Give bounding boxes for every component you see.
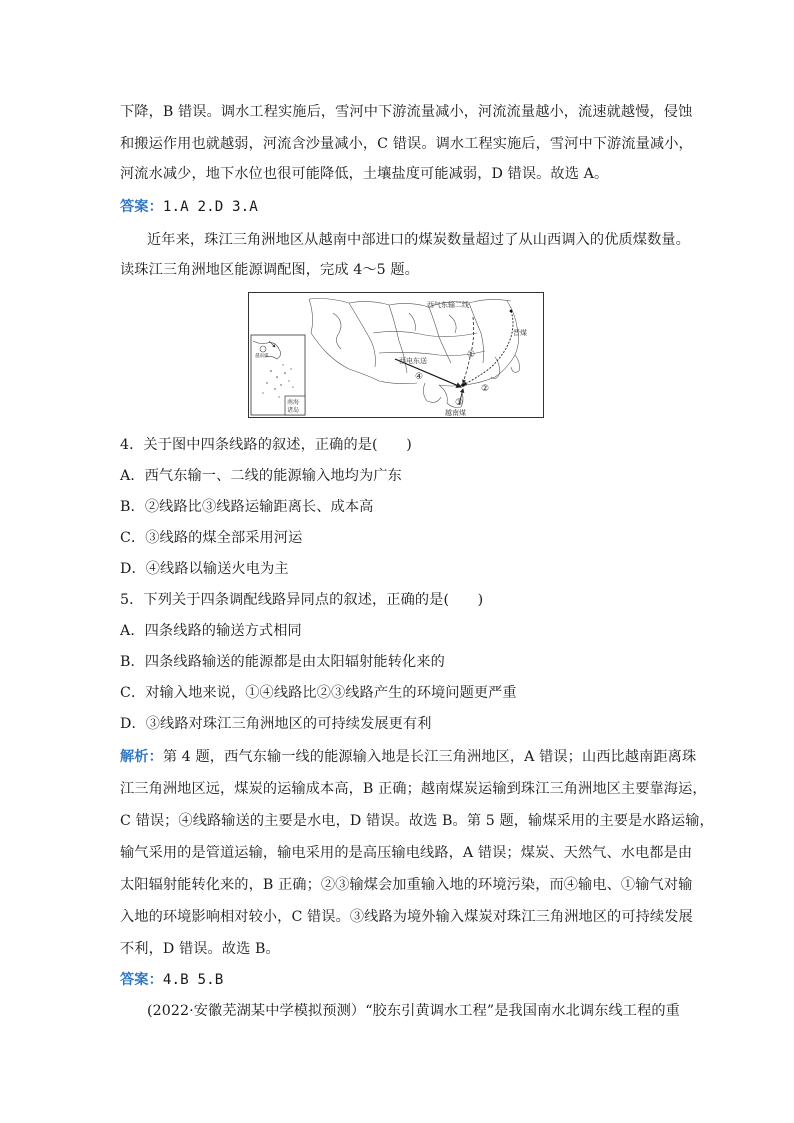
route-number-2: ② [481,384,490,394]
route-number-3: ③ [455,398,464,408]
text-line: 下降，B 错误。调水工程实施后，雪河中下游流量减小，河流流量越小，流速就越慢，侵蚀 [120,104,693,120]
analysis-line: 输气采用的是管道运输，输电采用的是高压输电线路，A 错误；煤炭、天然气、水电都是由 [120,845,693,861]
route-number-1: ① [467,350,476,360]
next-question-intro: (2022·安徽芜湖某中学模拟预测）“胶东引黄调水工程”是我国南水北调东线工程的重 [147,1003,680,1019]
west-east-2-label: 西气东输二线 [427,301,469,309]
islands-label: 诸岛 [287,407,300,414]
analysis-text: 第 4 题，西气东输一线的能源输入地是长江三角洲地区，A 错误；山西比越南距离珠 [162,749,697,765]
question-5-option-c: C．对输入地来说，①④线路比②③线路产生的环境问题更严重 [120,685,517,701]
analysis-line: C 错误；④线路输送的主要是水电，D 错误。故选 B。第 5 题，输煤采用的主要是水路运输， [120,813,714,829]
inset-coal-label: 越南煤 [255,354,269,359]
question-5-option-b: B．四条线路输送的能源都是由太阳辐射能转化来的 [120,654,445,670]
answer-text: 4.B 5.B [162,972,224,988]
text-line: 河流水减少，地下水位也很可能降低，土壤盐度可能减弱，D 错误。故选 A。 [120,166,609,182]
answer-label: 答案： [120,972,163,988]
question-4-option-a: A．西气东输一、二线的能源输入地均为广东 [120,468,402,484]
question-4-option-c: C．③线路的煤全部采用河运 [120,530,303,546]
question-5: 5．下列关于四条调配线路异同点的叙述，正确的是( ) [120,592,484,608]
answer-text: 1.A 2.D 3.A [162,199,258,215]
analysis-line: 不利，D 错误。故选 B。 [120,941,280,957]
analysis-line: 入地的环境影响相对较小，C 错误。③线路为境外输入煤炭对珠江三角洲地区的可持续发展 [120,909,693,925]
analysis-line: 太阳辐射能转化来的，B 正确；②③输煤会加重输入地的环境污染，而④输电、①输气对输 [120,877,693,893]
intro-line: 读珠江三角洲地区能源调配图，完成 4～5 题。 [120,262,419,278]
shanxi-coal-label: 晋煤 [513,329,527,337]
energy-distribution-map [248,292,544,418]
south-sea-label: 南海 [287,399,300,406]
text-line: 和搬运作用也就越弱，河流含沙量减小，C 错误。调水工程实施后，雪河中下游流量减小， [120,136,693,152]
answer-line [120,197,680,217]
question-4-option-b: B．②线路比③线路运输距离长、成本高 [120,499,374,515]
west-east-power-label: 西电东送 [399,357,427,365]
route-number-4: ④ [415,372,424,382]
vietnam-coal-label: 越南煤 [445,409,466,417]
answer-line [120,970,680,990]
analysis-label: 解析： [120,749,163,765]
question-5-option-a: A．四条线路的输送方式相同 [120,623,302,639]
question-4: 4．关于图中四条线路的叙述，正确的是( ) [120,437,412,453]
answer-label: 答案： [120,199,163,215]
intro-line: 近年来，珠江三角洲地区从越南中部进口的煤炭数量超过了从山西调入的优质煤数量。 [147,232,690,248]
analysis-line: 江三角洲地区远，煤炭的运输成本高，B 正确；越南煤炭运输到珠江三角洲地区主要靠海运， [120,781,707,797]
question-4-option-d: D．④线路以输送火电为主 [120,561,289,577]
route-shanxi-coal [463,311,513,385]
question-5-option-d: D．③线路对珠江三角洲地区的可持续发展更有利 [120,716,432,732]
analysis-line [120,747,697,767]
